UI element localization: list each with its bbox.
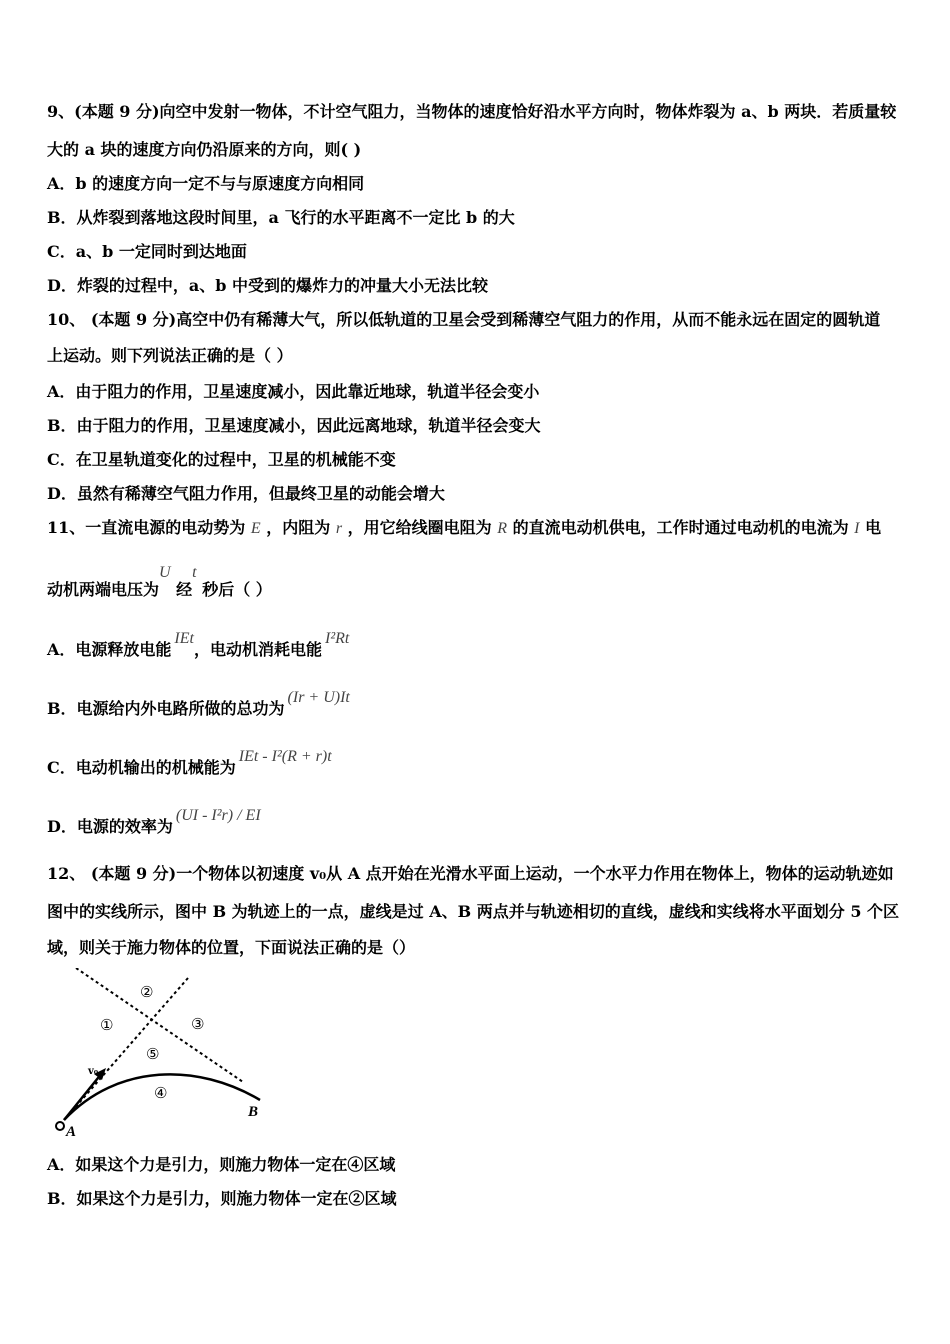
q9-option-b: B．从炸裂到落地这段时间里，a 飞行的水平距离不一定比 b 的大 (47, 208, 515, 227)
region-2-label: ② (140, 983, 154, 1001)
q12-option-b: B．如果这个力是引力，则施力物体一定在②区域 (47, 1189, 397, 1208)
q11-option-b-formula: (Ir + U)It (287, 689, 350, 706)
q10-option-b: B．由于阻力的作用，卫星速度减小，因此远离地球，轨道半径会变大 (47, 416, 541, 435)
q11-stem-line1 (47, 518, 881, 539)
q10-option-c: C．在卫星轨道变化的过程中，卫星的机械能不变 (47, 450, 396, 469)
q11-symbol-u: U (159, 564, 171, 581)
q11-option-c-label: C．电动机输出的机械能为 (47, 758, 236, 777)
q11-option-a-formula-2: I²Rt (324, 630, 350, 647)
q11-symbol-e: E (250, 520, 261, 537)
q10-stem-line2: 上运动。则下列说法正确的是（ ） (47, 346, 293, 365)
tangent-line-a (66, 978, 188, 1118)
q11-option-a-label: A．电源释放电能 (47, 640, 172, 659)
trajectory-figure (48, 968, 278, 1140)
q11-text-6: 动机两端电压为 (47, 580, 160, 599)
q9-option-c: C．a、b 一定同时到达地面 (47, 242, 247, 261)
q11-option-c (47, 748, 332, 779)
q11-option-c-formula: IEt - I²(R + r)t (238, 748, 332, 765)
q11-option-b (47, 689, 350, 720)
q9-stem-line1: 9、(本题 9 分)向空中发射一物体，不计空气阻力，当物体的速度恰好沿水平方向时，物体炸裂为 a、b 两块．若质量较 (47, 102, 897, 121)
q11-text-5: 电 (865, 518, 882, 537)
q11-option-d-formula: (UI - I²r) / EI (175, 807, 261, 824)
q12-option-a: A．如果这个力是引力，则施力物体一定在④区域 (47, 1155, 396, 1174)
q10-option-d: D．虽然有稀薄空气阻力作用，但最终卫星的动能会增大 (47, 484, 445, 503)
q11-option-d-label: D．电源的效率为 (47, 817, 173, 836)
q11-symbol-i: I (854, 520, 860, 537)
velocity-arrow (64, 1073, 102, 1120)
q11-text-7: 经 (176, 580, 193, 599)
label-a: A (66, 1124, 77, 1140)
label-v0: v₀ (88, 1066, 99, 1077)
region-1-label: ① (100, 1016, 114, 1034)
q10-stem-line1: 10、 (本题 9 分)高空中仍有稀薄大气，所以低轨道的卫星会受到稀薄空气阻力的作用，从而不能永远在固定的圆轨道 (47, 310, 881, 329)
q11-text-1: 11、一直流电源的电动势为 (47, 518, 246, 537)
region-5-label: ⑤ (146, 1045, 160, 1063)
q11-symbol-t: t (192, 564, 197, 581)
q11-symbol-r: r (335, 520, 343, 537)
q11-text-2: ，内阻为 (266, 518, 331, 537)
q9-option-a: A．b 的速度方向一定不与与原速度方向相同 (47, 174, 365, 193)
q11-stem-line2 (47, 564, 272, 601)
q11-option-a-formula-1: IEt (174, 630, 194, 647)
q12-stem-line2: 图中的实线所示，图中 B 为轨迹上的一点，虚线是过 A、B 两点并与轨迹相切的直线，虚线和实线将水平面划分 5 个区 (47, 902, 900, 921)
region-4-label: ④ (154, 1084, 168, 1102)
q11-option-a-mid: ，电动机消耗电能 (193, 640, 322, 659)
q11-text-3: ，用它给线圈电阻为 (347, 518, 492, 537)
q9-stem-line2: 大的 a 块的速度方向仍沿原来的方向，则( ) (47, 140, 362, 159)
q11-text-8: 秒后（ ） (202, 580, 272, 599)
point-a-marker (56, 1122, 64, 1130)
q12-stem-line1: 12、 (本题 9 分)一个物体以初速度 v₀从 A 点开始在光滑水平面上运动，一个水平力作用在物体上，物体的运动轨迹如 (47, 864, 894, 883)
label-b: B (248, 1104, 259, 1120)
q9-option-d: D．炸裂的过程中，a、b 中受到的爆炸力的冲量大小无法比较 (47, 276, 489, 295)
q11-text-4: 的直流电动机供电，工作时通过电动机的电流为 (512, 518, 849, 537)
q10-option-a: A．由于阻力的作用，卫星速度减小，因此靠近地球，轨道半径会变小 (47, 382, 540, 401)
q11-option-d (47, 807, 261, 838)
q11-option-b-label: B．电源给内外电路所做的总功为 (47, 699, 285, 718)
q11-symbol-rr: R (497, 520, 507, 537)
q11-option-a (47, 630, 350, 661)
q12-stem-line3: 域，则关于施力物体的位置，下面说法正确的是（） (47, 938, 416, 957)
region-3-label: ③ (191, 1015, 205, 1033)
